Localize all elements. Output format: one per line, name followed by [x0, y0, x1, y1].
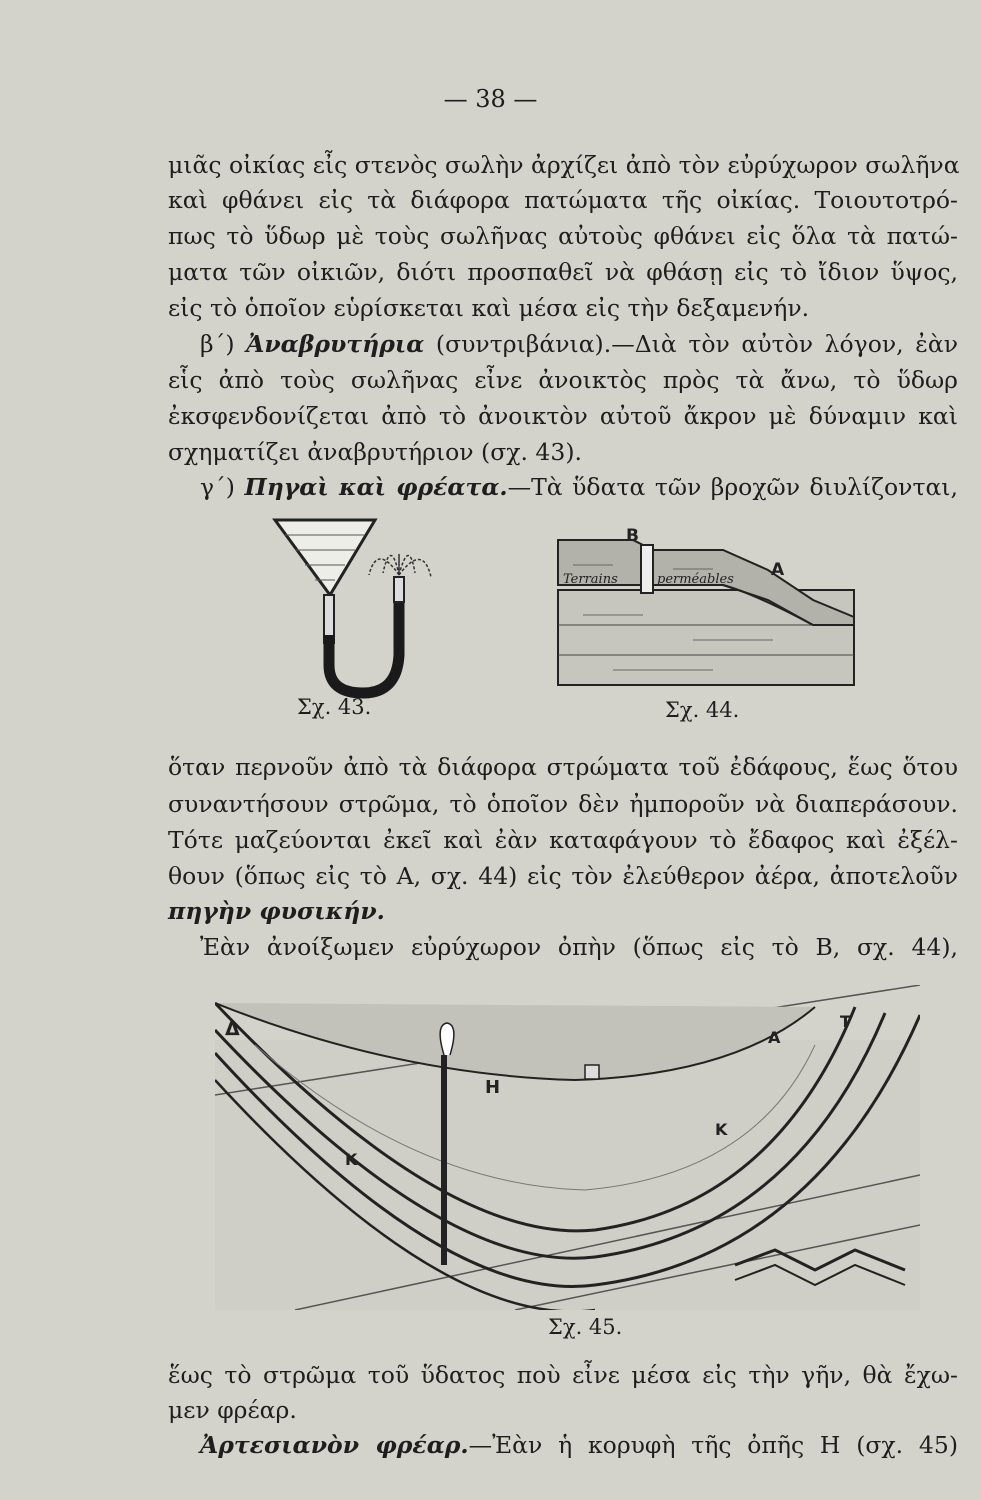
figure-45-label-k-left: K [345, 1150, 358, 1169]
page-number: — 38 — [443, 85, 538, 113]
figure-45-caption: Σχ. 45. [548, 1315, 623, 1339]
text-line: μιᾶς οἰκίας εἶς στενὸς σωλὴν ἀρχίζει ἀπὸ τὸν εὐρύχωρον σωλῆνα [168, 151, 960, 179]
figure-45-label-a: A [768, 1028, 781, 1047]
text-line: ἐκσφενδονίζεται ἀπὸ τὸ ἀνοικτὸν αὐτοῦ ἄκρον μὲ δύναμιν καὶ [168, 402, 958, 430]
figure-45-label-d: Δ [225, 1018, 240, 1040]
figure-45-label-t: T [840, 1012, 851, 1031]
figure-44-terrain [553, 525, 863, 690]
figure-44-layer-left: Terrains [563, 572, 618, 587]
text-line: εἷς ἀπὸ τοὺς σωλῆνας εἶνε ἀνοικτὸς πρὸς τὰ ἄνω, τὸ ὕδωρ [168, 366, 958, 394]
text-line: θουν (ὅπως εἰς τὸ Α, σχ. 44) εἰς τὸν ἐλεύθερον ἀέρα, ἀποτελοῦν [168, 862, 958, 890]
section-c-heading: Πηγαὶ καὶ φρέατα. [244, 473, 508, 501]
figure-44-layer-right: perméables [657, 572, 734, 587]
figure-44-label-b: B [626, 526, 639, 546]
text-line: ὅταν περνοῦν ἀπὸ τὰ διάφορα στρώματα τοῦ ἐδάφους, ἕως ὅτου [168, 753, 958, 781]
artesian-rest: —Ἐὰν ἡ κορυφὴ τῆς ὀπῆς Η (σχ. 45) [468, 1431, 958, 1459]
text-line: Τότε μαζεύονται ἐκεῖ καὶ ἐὰν καταφάγουν τὸ ἔδαφος καὶ ἐξέλ- [168, 826, 958, 854]
text-line: καὶ φθάνει εἰς τὰ διάφορα πατώματα τῆς οἰκίας. Τοιουτοτρό- [168, 186, 958, 214]
term-natural-spring: πηγὴν φυσικήν. [168, 897, 385, 925]
text-line: εἰς τὸ ὁποῖον εὑρίσκεται καὶ μέσα εἰς τὴν δεξαμενήν. [168, 294, 810, 322]
section-c-prefix: γ΄) [200, 473, 235, 501]
text-line: συναντήσουν στρῶμα, τὸ ὁποῖον δὲν ἠμποροῦν νὰ διαπεράσουν. [168, 790, 958, 818]
figure-45-label-k-right: K [715, 1120, 728, 1139]
text-line: μεν φρέαρ. [168, 1396, 297, 1424]
section-b-rest: (συντριβάνια).—Διὰ τὸν αὐτὸν λόγον, ἐὰν [435, 330, 958, 358]
section-b-first-line [200, 327, 958, 361]
artesian-first-line [200, 1428, 958, 1462]
text-line: Ἐὰν ἀνοίξωμεν εὐρύχωρον ὀπὴν (ὅπως εἰς τὸ Β, σχ. 44), [200, 933, 958, 961]
figure-44-label-a: A [771, 560, 785, 580]
section-c-rest: —Τὰ ὕδατα τῶν βροχῶν διυλίζονται, [507, 473, 958, 501]
figure-44-caption: Σχ. 44. [665, 698, 740, 722]
figure-45-label-h: H [485, 1077, 501, 1098]
section-b-heading: Ἀναβρυτήρια [246, 330, 425, 358]
text-line: ἕως τὸ στρῶμα τοῦ ὕδατος ποὺ εἶνε μέσα εἰς τὴν γῆν, θὰ ἔχω- [168, 1361, 958, 1389]
text-line: σχηματίζει ἀναβρυτήριον (σχ. 43). [168, 438, 582, 466]
artesian-heading: Ἀρτεσιανὸν φρέαρ. [200, 1431, 469, 1459]
text-line [168, 894, 958, 928]
text-line: πως τὸ ὕδωρ μὲ τοὺς σωλῆνας αὐτοὺς φθάνει εἰς ὅλα τὰ πατώ- [168, 222, 958, 250]
text-line: ματα τῶν οἰκιῶν, διότι προσπαθεῖ νὰ φθάσῃ εἰς τὸ ἴδιον ὕψος, [168, 258, 958, 286]
figure-43-fountain [265, 515, 450, 705]
figure-45-artesian-basin [215, 985, 920, 1310]
section-c-first-line [200, 470, 958, 504]
section-b-prefix: β΄) [200, 330, 235, 358]
figure-43-caption: Σχ. 43. [297, 695, 372, 719]
